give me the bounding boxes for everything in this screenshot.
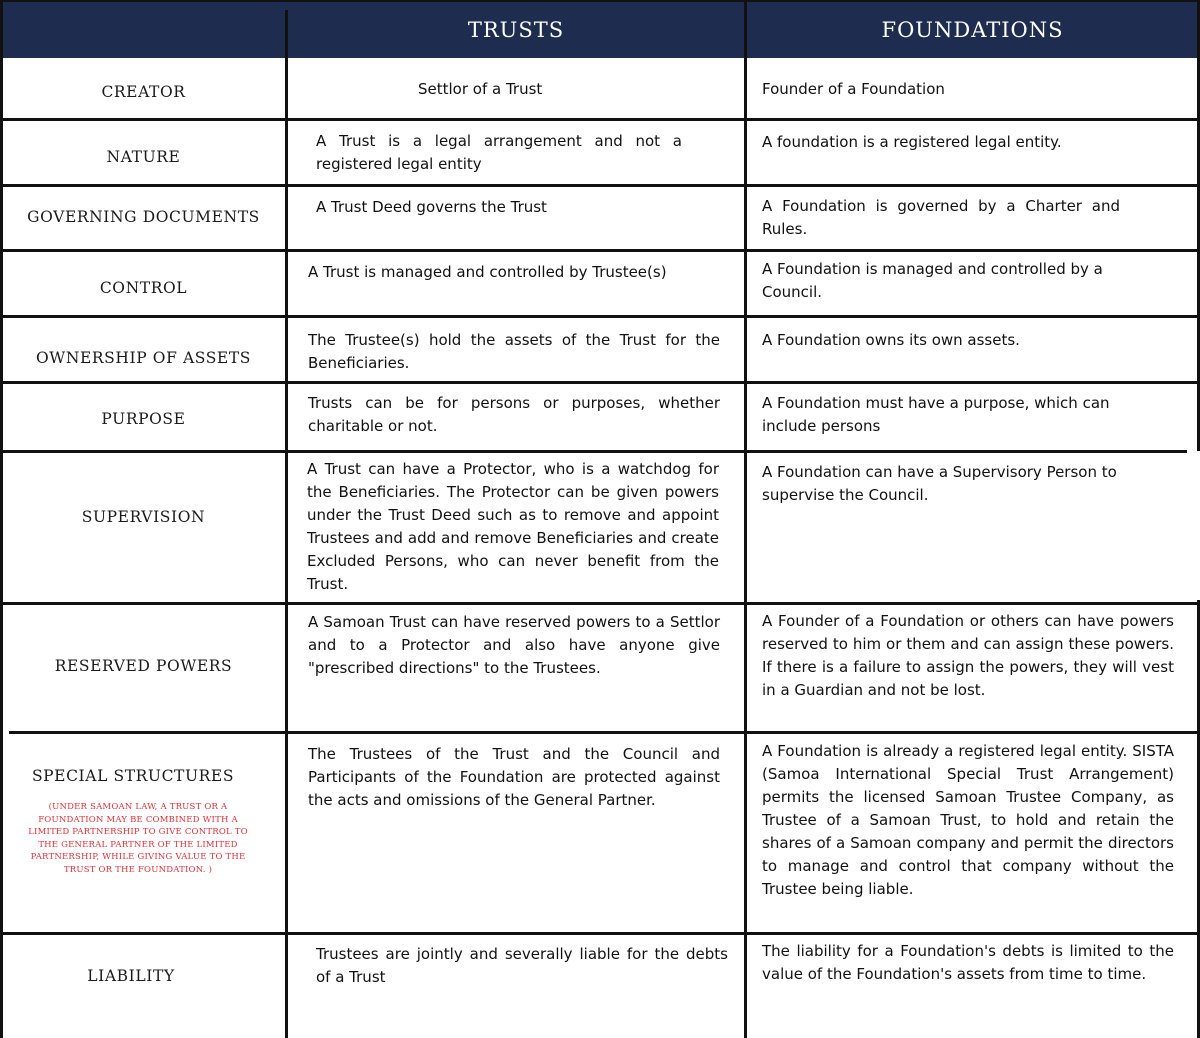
row-label-purpose: PURPOSE bbox=[101, 410, 186, 428]
foundations-creator: Founder of a Foundation bbox=[762, 80, 945, 98]
table-header bbox=[0, 0, 1200, 58]
trusts-ownership-of-assets: The Trustee(s) hold the assets of the Trust for the Beneficiaries. bbox=[308, 331, 720, 372]
row-label-control: CONTROL bbox=[99, 279, 188, 297]
row-label-governing-documents: GOVERNING DOCUMENTS bbox=[27, 208, 260, 226]
trusts-purpose: Trusts can be for persons or purposes, whether charitable or not. bbox=[308, 394, 720, 435]
foundations-governing-documents: A Foundation is governed by a Charter and Rules. bbox=[762, 197, 1120, 238]
special-structures-note: (UNDER SAMOAN LAW, A TRUST OR A FOUNDATION MAY BE COMBINED WITH A LIMITED PARTNERSHIP TO GIVE CONTROL TO THE GENERAL PARTNER OF THE LIMITED PARTNERSHIP, WHILE GIVING VALUE TO THE TRUST OR THE FOUNDATION. ) bbox=[28, 802, 248, 875]
row-divider bbox=[0, 249, 1200, 252]
row-label-liability: LIABILITY bbox=[87, 967, 175, 985]
trusts-governing-documents: A Trust Deed governs the Trust bbox=[316, 198, 547, 216]
foundations-purpose: A Foundation must have a purpose, which can include persons bbox=[762, 394, 1110, 435]
trusts-supervision: A Trust can have a Protector, who is a watchdog for the Beneficiaries. The Protector can be given powers under the Trust Deed such as to remove and appoint Trustees and add and remove Beneficiaries and create Excluded Persons, who can never benefit from the Trust. bbox=[307, 460, 719, 593]
foundations-nature: A foundation is a registered legal entity. bbox=[762, 133, 1062, 151]
header-trusts: TRUSTS bbox=[467, 18, 565, 42]
column-divider-2 bbox=[744, 0, 747, 1038]
trusts-reserved-powers: A Samoan Trust can have reserved powers to a Settlor and to a Protector and also have anyone give "prescribed directions" to the Trustees. bbox=[308, 613, 720, 677]
foundations-ownership-of-assets: A Foundation owns its own assets. bbox=[762, 331, 1020, 349]
foundations-control: A Foundation is managed and controlled by a Council. bbox=[762, 260, 1103, 301]
header-foundations: FOUNDATIONS bbox=[881, 18, 1064, 42]
trusts-creator: Settlor of a Trust bbox=[418, 80, 543, 98]
row-label-creator: CREATOR bbox=[101, 83, 186, 101]
trusts-liability: Trustees are jointly and severally liable for the debts of a Trust bbox=[316, 945, 728, 986]
foundations-special-structures: A Foundation is already a registered legal entity. SISTA (Samoa International Special Trust Arrangement) permits the licensed Samoan Trustee Company, as Trustee of a Samoan Trust, to hold and retain the shares of a Samoan company and permit the directors to manage and control that company without the Trustee being liable. bbox=[762, 742, 1174, 898]
row-label-ownership-of-assets: OWNERSHIP OF ASSETS bbox=[35, 349, 252, 367]
foundations-liability: The liability for a Foundation's debts is limited to the value of the Foundation's assets from time to time. bbox=[762, 942, 1174, 983]
row-label-supervision: SUPERVISION bbox=[81, 508, 206, 526]
header-empty-cell bbox=[0, 2, 287, 58]
foundations-supervision: A Foundation can have a Supervisory Person to supervise the Council. bbox=[762, 463, 1117, 504]
row-divider bbox=[9, 731, 1200, 734]
trusts-special-structures: The Trustees of the Trust and the Council and Participants of the Foundation are protected against the acts and omissions of the General Partner. bbox=[308, 745, 720, 809]
foundations-reserved-powers: A Founder of a Foundation or others can have powers reserved to him or them and can assign these powers. If there is a failure to assign the powers, they will vest in a Guardian and not be lost. bbox=[762, 612, 1174, 699]
row-label-reserved-powers: RESERVED POWERS bbox=[54, 657, 233, 675]
trusts-control: A Trust is managed and controlled by Trustee(s) bbox=[308, 263, 667, 281]
row-label-nature: NATURE bbox=[106, 148, 181, 166]
trusts-nature: A Trust is a legal arrangement and not a registered legal entity bbox=[316, 132, 682, 173]
row-label-special-structures: SPECIAL STRUCTURES bbox=[31, 767, 235, 785]
